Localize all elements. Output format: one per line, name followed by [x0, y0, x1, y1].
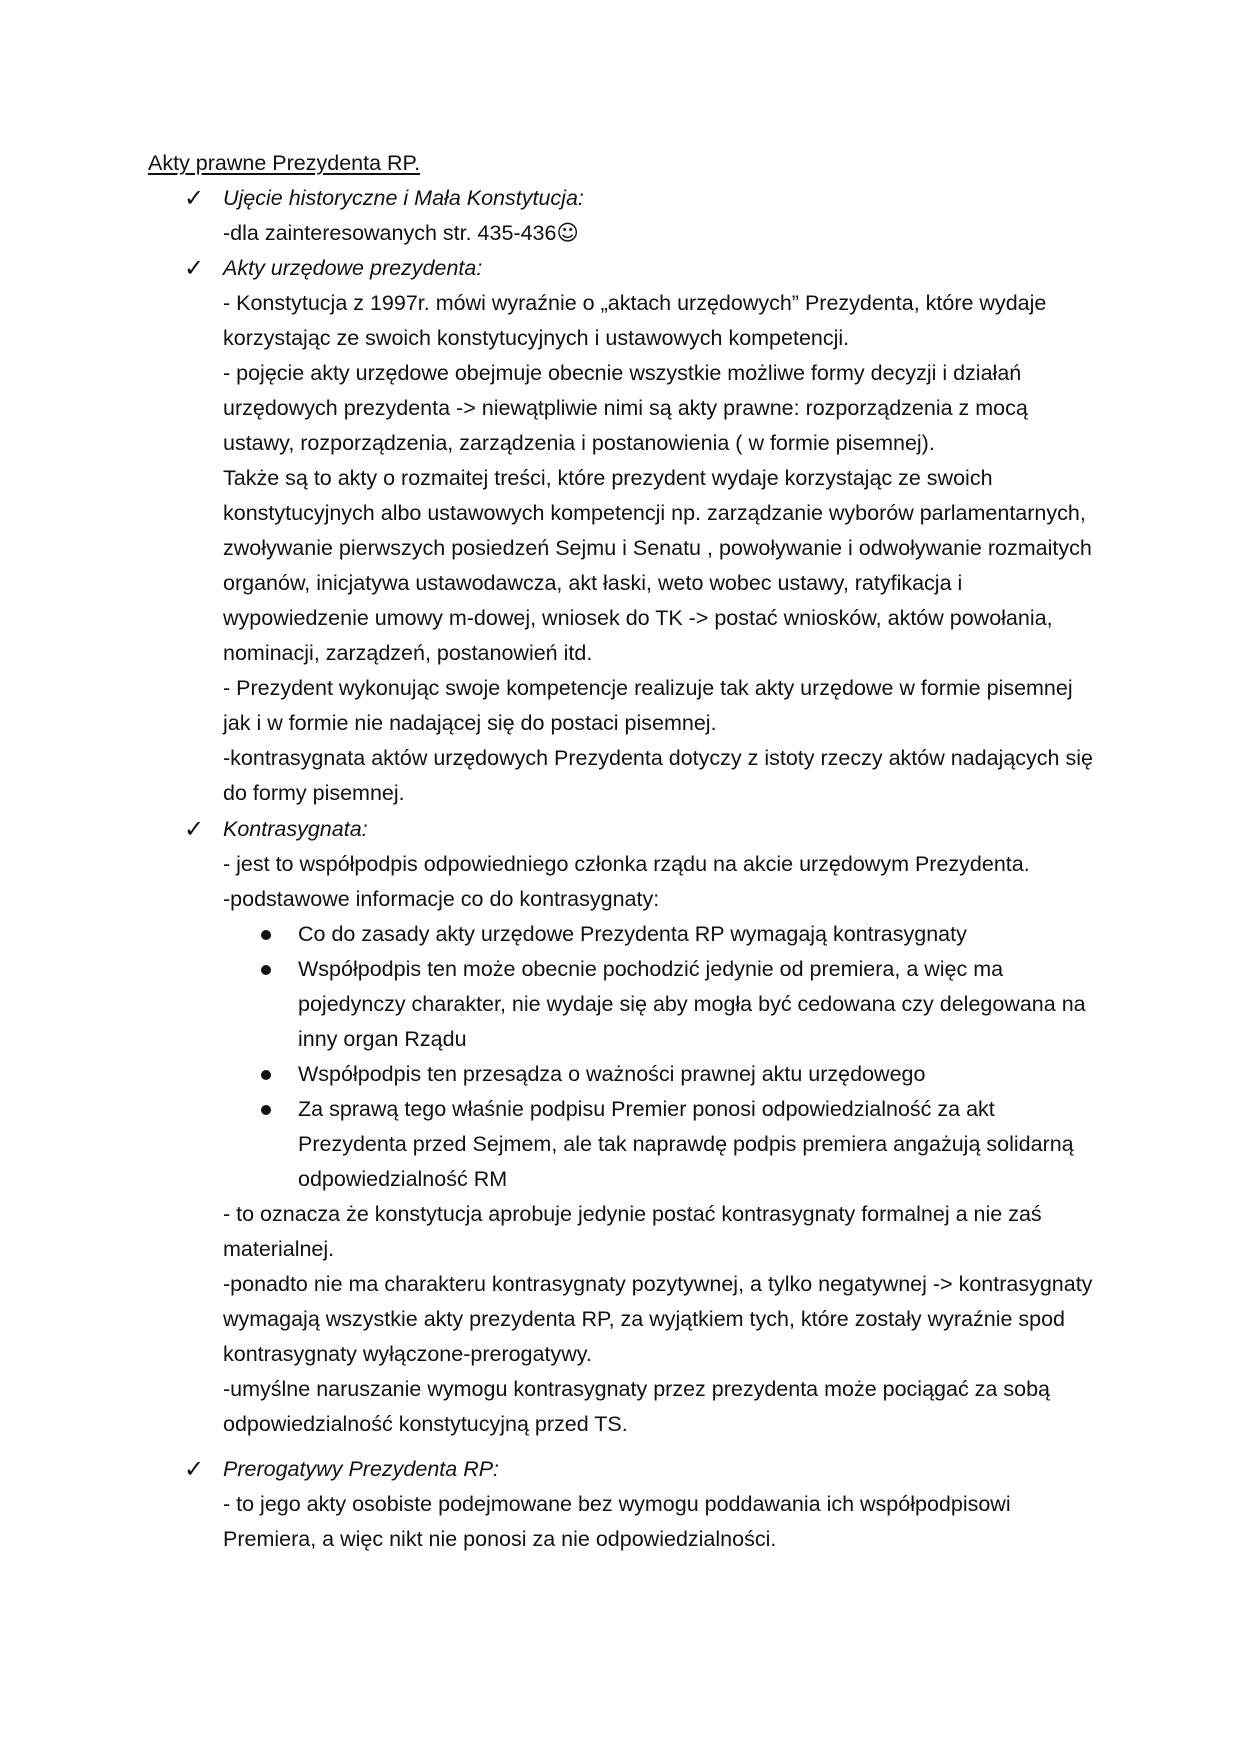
- section-historical: [0, 181, 1240, 251]
- bullet-icon: [261, 1105, 271, 1115]
- paragraph: -podstawowe informacje co do kontrasygnaty:: [223, 887, 660, 911]
- document-title: Akty prawne Prezydenta RP.: [148, 151, 421, 175]
- checkmark-icon: ✓: [184, 815, 205, 843]
- section-official-acts: [0, 251, 1240, 811]
- list-item: Współpodpis ten przesądza o ważności prawnej aktu urzędowego: [298, 1057, 1088, 1092]
- paragraph: -dla zainteresowanych str. 435-436☺: [223, 221, 579, 246]
- paragraph: - pojęcie akty urzędowe obejmuje obecnie wszystkie możliwe formy decyzji i działań urzędowych prezydenta -> niewątpliwie nimi są akty prawne: rozporządzenia z mocą ustawy, rozporządzenia, zarządzenia i postanowienia ( w formie pisemnej).: [223, 361, 1028, 455]
- checkmark-icon: ✓: [184, 254, 205, 282]
- section-heading: Ujęcie historyczne i Mała Konstytucja:: [223, 186, 584, 210]
- paragraph: - to oznacza że konstytucja aprobuje jedynie postać kontrasygnaty formalnej a nie zaś materialnej.: [223, 1202, 1042, 1261]
- checkmark-icon: ✓: [184, 1455, 205, 1483]
- bullet-icon: [261, 1070, 271, 1080]
- checkmark-icon: ✓: [184, 184, 205, 212]
- bullet-list: [0, 917, 1240, 1197]
- paragraph: Także są to akty o rozmaitej treści, które prezydent wydaje korzystając ze swoich konstytucyjnych albo ustawowych kompetencji np. zarządzanie wyborów parlamentarnych, zwoływanie pierwszych posiedzeń Sejmu i Senatu , powoływanie i odwoływanie rozmaitych organów, inicjatywa ustawodawcza, akt łaski, weto wobec ustawy, ratyfikacja i wypowiedzenie umowy m-dowej, wniosek do TK -> postać wniosków, aktów powołania, nominacji, zarządzeń, postanowień itd.: [223, 466, 1092, 665]
- paragraph: -kontrasygnata aktów urzędowych Prezydenta dotyczy z istoty rzeczy aktów nadających się do formy pisemnej.: [223, 746, 1093, 805]
- paragraph: -umyślne naruszanie wymogu kontrasygnaty przez prezydenta może pociągać za sobą odpowiedzialność konstytucyjną przed TS.: [223, 1377, 1050, 1436]
- smiley-icon: ☺: [556, 221, 579, 246]
- paragraph: - jest to współpodpis odpowiedniego członka rządu na akcie urzędowym Prezydenta.: [223, 852, 1030, 876]
- list-item: Współpodpis ten może obecnie pochodzić jedynie od premiera, a więc ma pojedynczy charakter, nie wydaje się aby mogła być cedowana czy delegowana na inny organ Rządu: [298, 952, 1088, 1057]
- section-heading: Prerogatywy Prezydenta RP:: [223, 1457, 500, 1481]
- paragraph: -ponadto nie ma charakteru kontrasygnaty pozytywnej, a tylko negatywnej -> kontrasygnaty wymagają wszystkie akty prezydenta RP, za wyjątkiem tych, które zostały wyraźnie spod kontrasygnaty wyłączone-prerogatywy.: [223, 1272, 1093, 1366]
- paragraph: - Konstytucja z 1997r. mówi wyraźnie o „aktach urzędowych” Prezydenta, które wydaje korzystając ze swoich konstytucyjnych i ustawowych kompetencji.: [223, 291, 1047, 350]
- section-heading: Akty urzędowe prezydenta:: [223, 256, 483, 280]
- section-prerogatives: [0, 1452, 1240, 1557]
- paragraph: - Prezydent wykonując swoje kompetencje realizuje tak akty urzędowe w formie pisemnej jak i w formie nie nadającej się do postaci pisemnej.: [223, 676, 1073, 735]
- list-item: Co do zasady akty urzędowe Prezydenta RP wymagają kontrasygnaty: [298, 917, 1088, 952]
- bullet-icon: [261, 930, 271, 940]
- section-heading: Kontrasygnata:: [223, 817, 368, 841]
- paragraph: - to jego akty osobiste podejmowane bez wymogu poddawania ich współpodpisowi Premiera, a więc nikt nie ponosi za nie odpowiedzialności.: [223, 1492, 1011, 1551]
- section-countersignature: [0, 812, 1240, 1442]
- list-item: Za sprawą tego właśnie podpisu Premier ponosi odpowiedzialność za akt Prezydenta przed Sejmem, ale tak naprawdę podpis premiera angażują solidarną odpowiedzialność RM: [298, 1092, 1088, 1197]
- bullet-icon: [261, 965, 271, 975]
